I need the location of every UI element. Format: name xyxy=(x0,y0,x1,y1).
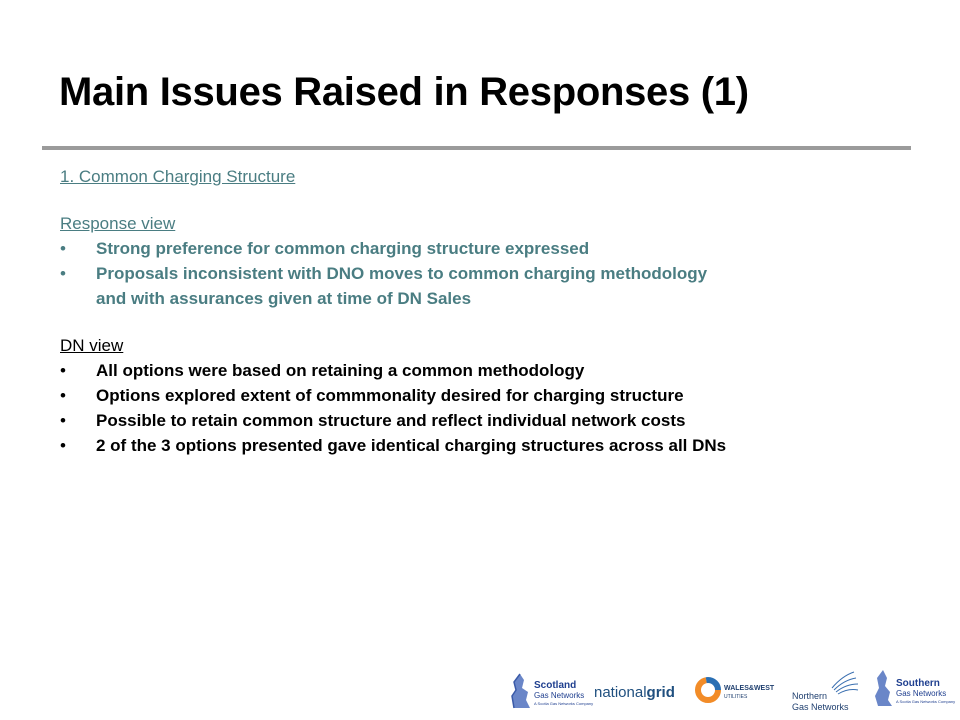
response-view-list xyxy=(60,236,920,311)
bullet-icon: • xyxy=(60,386,66,405)
svg-text:WALES&WEST: WALES&WEST xyxy=(724,685,775,692)
svg-text:Southern: Southern xyxy=(896,678,940,689)
title-divider xyxy=(42,146,911,150)
national-grid-logo xyxy=(594,666,694,714)
svg-text:nationalgrid: nationalgrid xyxy=(594,684,675,701)
southern-gas-networks-logo xyxy=(870,666,956,714)
bullet-icon: • xyxy=(60,239,66,258)
dn-view-list xyxy=(60,358,920,458)
svg-text:A Scotia Gas Networks Company: A Scotia Gas Networks Company xyxy=(534,701,594,706)
slide-title: Main Issues Raised in Responses (1) xyxy=(59,70,749,114)
list-item: • Possible to retain common structure and reflect individual network costs xyxy=(60,408,920,433)
section-heading: 1. Common Charging Structure xyxy=(60,167,296,186)
svg-text:Gas Networks: Gas Networks xyxy=(534,691,585,700)
svg-text:Gas Networks: Gas Networks xyxy=(896,689,947,698)
scotland-gas-networks-logo xyxy=(508,666,594,714)
list-item: • Strong preference for common charging structure expressed xyxy=(60,236,920,261)
svg-text:Northern: Northern xyxy=(792,691,828,701)
northern-gas-networks-logo xyxy=(792,666,864,714)
list-item: • Options explored extent of commmonality desired for charging structure xyxy=(60,383,920,408)
bullet-icon: • xyxy=(60,264,66,283)
slide-body xyxy=(60,164,920,458)
dn-view-heading: DN view xyxy=(60,336,124,355)
wales-west-utilities-logo xyxy=(694,666,790,714)
response-view-heading: Response view xyxy=(60,214,176,233)
bullet-icon: • xyxy=(60,436,66,455)
svg-text:A Scotia Gas Networks Company: A Scotia Gas Networks Company xyxy=(896,699,956,704)
bullet-icon: • xyxy=(60,411,66,430)
list-item: • Proposals inconsistent with DNO moves to common charging methodology and with assurances given at time of DN Sales xyxy=(60,261,920,311)
svg-text:UTILITIES: UTILITIES xyxy=(724,694,748,700)
bullet-icon: • xyxy=(60,361,66,380)
svg-text:Scotland: Scotland xyxy=(534,680,577,691)
list-item: • All options were based on retaining a common methodology xyxy=(60,358,920,383)
partner-logos xyxy=(508,666,956,714)
svg-text:Gas Networks: Gas Networks xyxy=(792,702,849,712)
list-item: • 2 of the 3 options presented gave identical charging structures across all DNs xyxy=(60,433,920,458)
